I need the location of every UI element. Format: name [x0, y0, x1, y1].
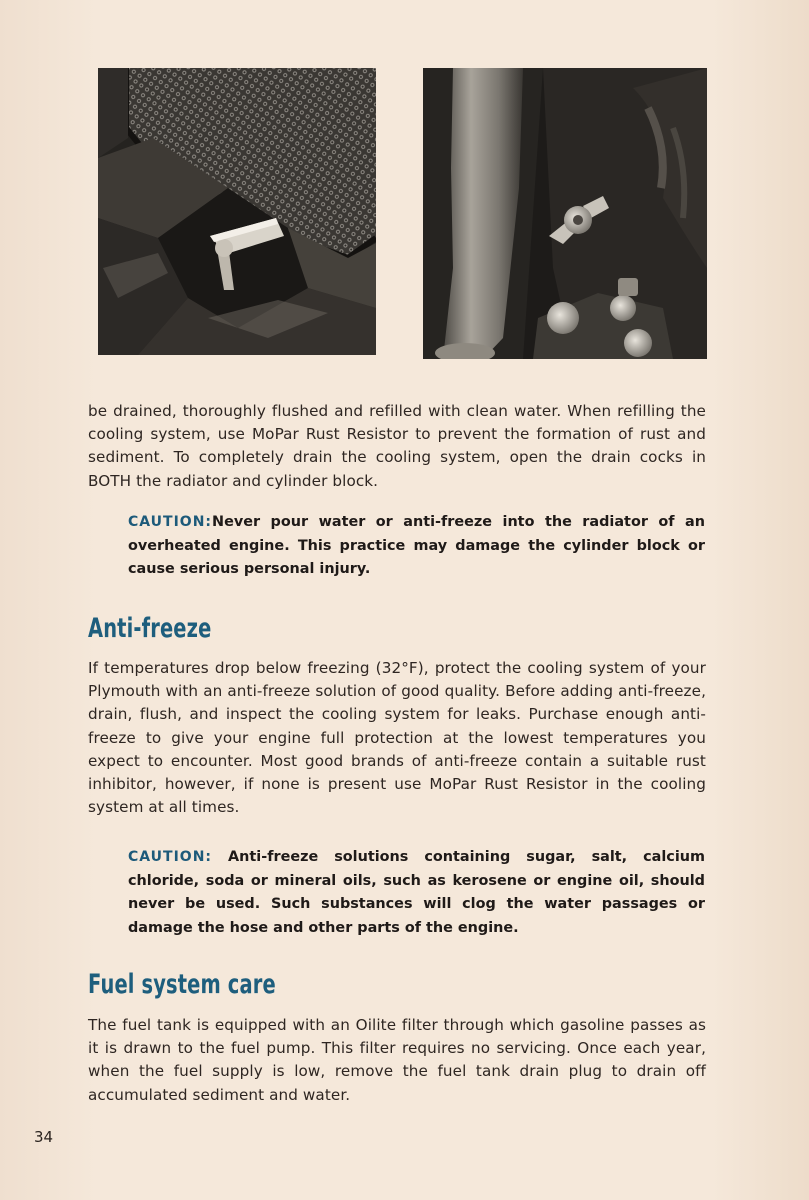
caution-text: Anti-freeze solutions containing sugar, salt, calcium chloride, soda or mineral oils, such as kerosene or engine oil, should never be used. Such substances will clog the water passages or damage the hose and other parts of the engine.: [128, 849, 705, 936]
fuel-filter-paragraph: The fuel tank is equipped with an Oilite filter through which gasoline passes as it is drawn to the fuel pump. This filter requires no servicing. Once each year, when the fuel supply is low, remove the fuel tank drain plug to drain off accumulated sediment and water.: [88, 1016, 706, 1104]
fuel-system-heading: Fuel system care: [88, 969, 276, 1000]
overheated-engine-caution: [128, 511, 705, 582]
page-number: 34: [34, 1128, 54, 1146]
drain-flush-paragraph: be drained, thoroughly flushed and refilled with clean water. When refilling the cooling system, use MoPar Rust Resistor to prevent the formation of rust and sediment. To completely drain the cooling system, open the drain cocks in BOTH the radiator and cylinder block.: [88, 402, 706, 490]
caution-label: CAUTION:: [128, 849, 213, 865]
caution-text: Never pour water or anti-freeze into the radiator of an overheated engine. This practice may damage the cylinder block or cause serious personal injury.: [128, 514, 705, 577]
radiator-drain-photo: [98, 68, 376, 355]
antifreeze-paragraph: If temperatures drop below freezing (32°F), protect the cooling system of your Plymouth with an anti-freeze solution of good quality. Before adding anti-freeze, drain, flush, and inspect the cooling system for leaks. Purchase enough anti-freeze to give your engine full protection at the lowest temperatures you expect to encounter. Most good brands of anti-freeze contain a suitable rust inhibitor, however, if none is present use MoPar Rust Resistor in the cooling system at all times.: [88, 659, 706, 817]
caution-label: CAUTION:: [128, 514, 213, 530]
antifreeze-heading: Anti-freeze: [88, 613, 212, 644]
antifreeze-solutions-caution: [128, 846, 705, 940]
cylinder-block-drain-photo: [423, 68, 707, 359]
